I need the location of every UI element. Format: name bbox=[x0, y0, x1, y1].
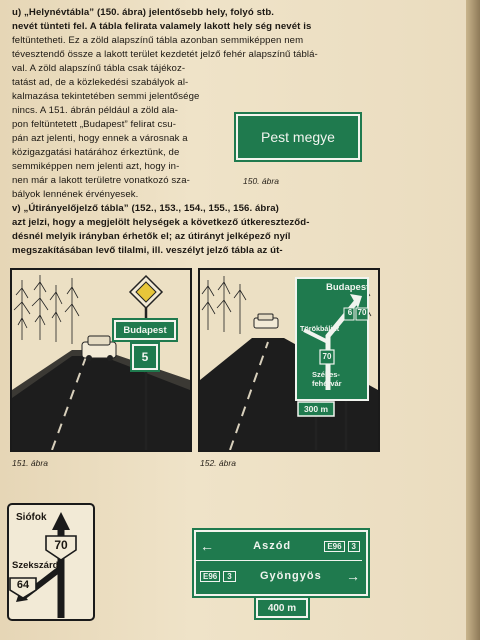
sign-154-distance: 400 m bbox=[256, 598, 308, 618]
figure-caption-152: 152. ábra bbox=[200, 458, 236, 468]
sign-152-top-city: Budapest bbox=[326, 282, 370, 293]
figure-caption-151: 151. ábra bbox=[12, 458, 48, 468]
figure-152-illustration bbox=[200, 270, 378, 450]
text-line: feltüntetheti. Ez a zöld alapszínű tábla azonban semmiképpen nem bbox=[12, 35, 304, 46]
sign-153-top-city: Siófok bbox=[16, 512, 47, 523]
route-70-shield: 70 bbox=[54, 538, 68, 552]
sign-152-bottom-city: Székes- fehérvár bbox=[312, 370, 342, 388]
arrow-right-icon: → bbox=[346, 568, 360, 584]
text-line: val. A zöld alapszínű tábla csak tájékoz- bbox=[12, 63, 186, 74]
text-line: désnél melyik irányban érhetők el; az útirányt jelképező nyíl bbox=[12, 231, 291, 242]
text-line: azt jelzi, hogy a megjelölt helységek a következő útkereszteződ- bbox=[12, 217, 310, 228]
sign-budapest bbox=[114, 320, 176, 340]
sign-152-left-city: Törökbálint bbox=[300, 324, 340, 333]
sign-154-row2-city: Gyöngyös bbox=[259, 570, 322, 582]
text-line: közigazgatási határához érkeztünk, de bbox=[12, 147, 180, 158]
arrow-left-icon: ← bbox=[200, 538, 214, 554]
sign-154-row-2 bbox=[200, 568, 360, 584]
text-line: nevét tünteti fel. A tábla felirata valamely lakott hely ség nevét is bbox=[12, 21, 312, 32]
text-line: bályok lennének érvényesek. bbox=[12, 189, 139, 200]
sign-budapest-text: Budapest bbox=[123, 324, 167, 336]
text-line: kalmazása tekintetében semmi jelentősége bbox=[12, 91, 200, 102]
figure-caption-150: 150. ábra bbox=[243, 176, 279, 186]
route-e96-badge: E96 bbox=[324, 541, 344, 552]
sign-153-bottom-city: Szekszárd bbox=[12, 560, 59, 571]
sign-154-row-1 bbox=[200, 538, 360, 554]
page-gutter bbox=[466, 0, 480, 640]
text-line: v) „Útirányelőjelző tábla” (152., 153., 154., 155., 156. ábra) bbox=[12, 203, 279, 214]
text-line: tatást ad, de a közlekedési szabályok al- bbox=[12, 77, 189, 88]
figure-152-road-scene bbox=[198, 268, 380, 452]
route-3-badge: 3 bbox=[348, 541, 360, 552]
text-line: semmiképpen nem jelenti azt, hogy in- bbox=[12, 161, 180, 172]
route-5-number: 5 bbox=[141, 350, 149, 364]
text-line: u) „Helynévtábla” (150. ábra) jelentősebb hely, folyó stb. bbox=[12, 7, 275, 18]
route-5-sign bbox=[132, 344, 158, 370]
figure-153-sign bbox=[6, 502, 96, 622]
route-3-badge: 3 bbox=[223, 571, 235, 582]
text-line: pán azt jelenti, hogy ennek a városnak a bbox=[12, 133, 188, 144]
sign-154-divider bbox=[196, 560, 362, 561]
text-line: pon feltüntetett „Budapest” felirat csu- bbox=[12, 119, 176, 130]
sign-pest-megye-text: Pest megye bbox=[261, 129, 335, 145]
figure-151-illustration bbox=[12, 270, 190, 450]
figure-154-sign bbox=[192, 528, 370, 622]
route-64-shield: 64 bbox=[16, 579, 30, 591]
route-70-mid-number: 70 bbox=[322, 352, 332, 361]
sign-pest-megye bbox=[236, 114, 360, 160]
route-6-number: 6 bbox=[347, 308, 353, 317]
route-70-number: 70 bbox=[357, 308, 367, 317]
text-line: nen már a lakott területre vonatkozó sza- bbox=[12, 175, 190, 186]
sign-152-distance: 300 m bbox=[303, 404, 329, 414]
route-e96-badge: E96 bbox=[200, 571, 220, 582]
sign-154-row1-city: Aszód bbox=[253, 540, 292, 552]
text-line: nincs. A 151. ábrán például a zöld ala- bbox=[12, 105, 179, 116]
text-line: megszakításában levő tilalmi, ill. veszélyt jelző tábla az út- bbox=[12, 245, 283, 256]
figure-151-road-scene bbox=[10, 268, 192, 452]
text-line: tévesztendő össze a lakott terület kezdetét jelző fehér alapszínű táblá- bbox=[12, 49, 318, 60]
